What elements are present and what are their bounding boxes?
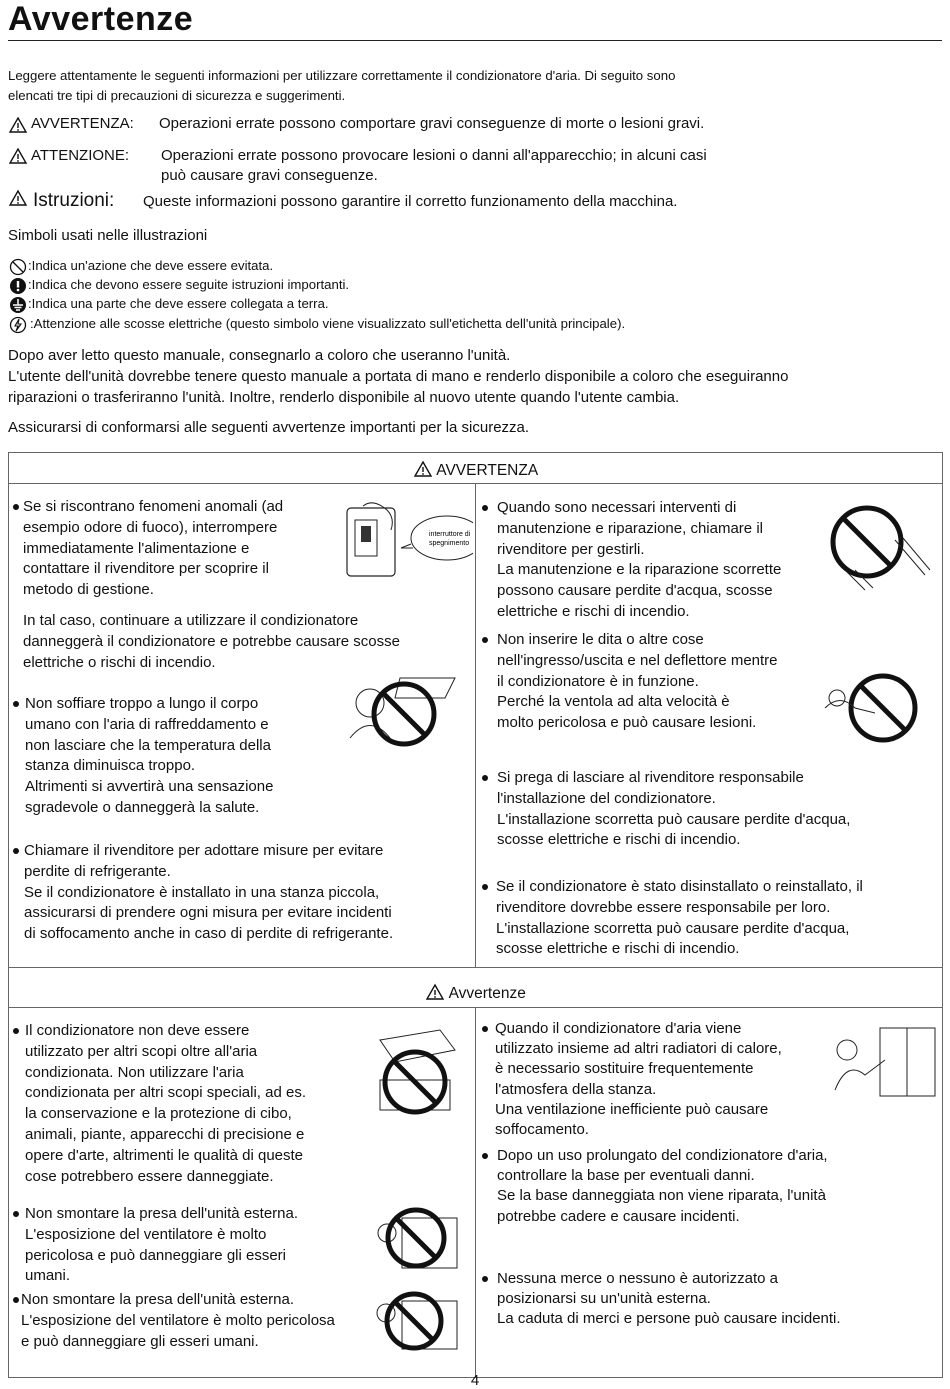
switch-illustration (343, 500, 473, 582)
caution-left-item-1-line: utilizzato per altri scopi oltre all'aria (25, 1042, 258, 1060)
warning-left-item-1-line: metodo di gestione. (23, 581, 154, 599)
title-rule (8, 40, 942, 41)
bullet-icon (482, 775, 488, 781)
prohibited-icon (9, 258, 27, 276)
bullet-icon (482, 1026, 488, 1032)
caution-left-item-2-line: umani. (25, 1267, 71, 1285)
warning-triangle-icon (8, 116, 28, 134)
warning-left-item-3-line: Non soffiare troppo a lungo il corpo (25, 695, 259, 712)
warning-section-header (8, 460, 943, 480)
caution-left-item-1-line: cose potrebbero essere danneggiate. (25, 1167, 274, 1185)
electric-shock-icon (9, 316, 27, 334)
caution-right-item-3-line: La caduta di merci e persone può causare incidenti. (497, 1310, 841, 1328)
warning-left-item-4-line: di soffocamento anche in caso di perdite di refrigerante. (24, 925, 394, 943)
no-disassemble-illustration (372, 1198, 462, 1283)
severity-instructions-label: Istruzioni: (33, 190, 115, 211)
caution-left-item-3-line: L'esposizione del ventilatore è molto pericolosa (21, 1311, 335, 1329)
column-divider (475, 1007, 476, 1377)
warning-left-item-3-line: Altrimenti si avvertirà una sensazione (25, 778, 274, 796)
warning-right-item-3-line: L'installazione scorretta può causare perdite d'acqua, (497, 810, 851, 828)
warning-right-item-3-line: Si prega di lasciare al rivenditore responsabile (497, 769, 804, 786)
caution-left-item-2-line: L'esposizione del ventilatore è molto (25, 1225, 267, 1243)
warning-left-item-1-line: immediatamente l'alimentazione e (23, 539, 250, 557)
caution-left-item-2-line: Non smontare la presa dell'unità esterna. (25, 1205, 299, 1222)
warning-left-item-2-line: elettriche o rischi di incendio. (23, 653, 216, 671)
warning-triangle-icon (425, 983, 445, 1001)
warning-left-item-2-line: In tal caso, continuare a utilizzare il condizionatore (23, 612, 359, 629)
para-keep-line2: riparazioni o trasferiranno l'unità. Inoltre, renderlo disponibile al nuovo utente quando l'utente cambia. (8, 389, 680, 406)
bullet-icon (13, 701, 19, 707)
caution-header-text: Avvertenze (448, 985, 526, 1002)
bullet-icon (482, 1276, 488, 1282)
warning-right-item-2-line: Perché la ventola ad alta velocità è (497, 693, 730, 711)
caution-right-item-3-line: posizionarsi su un'unità esterna. (497, 1290, 711, 1308)
warning-right-item-1-line: possono causare perdite d'acqua, scosse (497, 582, 773, 600)
page-title: Avvertenze (8, 0, 194, 38)
warning-right-item-1-line: La manutenzione e la riparazione scorrette (497, 561, 782, 579)
warning-right-item-1-line: Quando sono necessari interventi di (497, 499, 737, 516)
warning-right-item-1-line: rivenditore per gestirli. (497, 540, 645, 558)
caution-section-header (8, 983, 943, 1003)
caution-left-item-3-line: Non smontare la presa dell'unità esterna. (21, 1291, 295, 1308)
warning-left-item-4-line: Se il condizionatore è installato in una stanza piccola, (24, 883, 380, 901)
warning-left-item-1-line: contattare il rivenditore per scoprire il (23, 560, 269, 578)
caution-right-item-1-line: è necessario sostituire frequentemente (495, 1060, 754, 1078)
caution-left-item-3-line: e può danneggiare gli esseri umani. (21, 1332, 259, 1350)
switch-label-1: interruttore di (429, 531, 471, 538)
bullet-icon (13, 1297, 19, 1303)
no-special-use-illustration (370, 1020, 465, 1120)
caution-right-item-2-line: controllare la base per eventuali danni. (497, 1167, 755, 1185)
caution-left-item-1-line: la conservazione e la protezione di cibo, (25, 1105, 292, 1123)
severity-caution-text: Operazioni errate possono provocare lesioni o danni all'apparecchio; in alcuni casi (161, 147, 707, 164)
caution-left-item-1-line: condizionata. Non utilizzare l'aria (25, 1063, 244, 1081)
severity-warning-label: AVVERTENZA: (31, 115, 134, 132)
warning-left-item-2-line: danneggerà il condizionatore e potrebbe causare scosse (23, 632, 400, 650)
warning-right-item-2-line: nell'ingresso/uscita e nel deflettore mentre (497, 651, 778, 669)
warning-left-item-4-line: Chiamare il rivenditore per adottare misure per evitare (24, 842, 384, 859)
bullet-icon (482, 1153, 488, 1159)
no-repair-tools-illustration (825, 500, 935, 595)
warning-right-item-1-line: manutenzione e riparazione, chiamare il (497, 519, 763, 537)
warning-right-item-4-line: Se il condizionatore è stato disinstallato o reinstallato, il (496, 878, 863, 895)
caution-left-item-1-line: animali, piante, apparecchi di precisione e (25, 1126, 305, 1143)
caution-left-item-1-line: condizionata per altri scopi speciali, ad es. (25, 1084, 306, 1102)
caution-left-item-1-line: Il condizionatore non deve essere (25, 1022, 250, 1039)
warning-right-item-4-line: L'installazione scorretta può causare perdite d'acqua, (496, 919, 850, 937)
warning-triangle-icon (8, 189, 28, 207)
mandatory-icon (9, 277, 27, 295)
window-ventilation-illustration (825, 1020, 940, 1100)
warning-left-item-3-line: umano con l'aria di raffreddamento e (25, 715, 269, 733)
symbol-prohibited-text: :Indica un'azione che deve essere evitata. (28, 258, 274, 273)
symbol-shock-text: :Attenzione alle scosse elettriche (questo simbolo viene visualizzato sull'etichetta dell'unità principale). (30, 316, 626, 331)
cold-air-person-illustration (340, 668, 465, 758)
caution-right-item-1-line: Quando il condizionatore d'aria viene (495, 1020, 742, 1037)
column-divider (475, 483, 476, 967)
divider (8, 967, 943, 968)
warning-header-text: AVVERTENZA (436, 462, 539, 479)
warning-right-item-3-line: l'installazione del condizionatore. (497, 789, 716, 807)
symbol-ground-text: :Indica una parte che deve essere collegata a terra. (28, 296, 329, 311)
warning-left-item-3-line: non lasciare che la temperatura della (25, 736, 271, 754)
caution-right-item-1-line: l'atmosfera della stanza. (495, 1080, 657, 1098)
severity-instructions-text: Queste informazioni possono garantire il corretto funzionamento della macchina. (143, 193, 678, 210)
caution-right-item-3-line: Nessuna merce o nessuno è autorizzato a (497, 1270, 778, 1287)
caution-right-item-1-line: Una ventilazione inefficiente può causare (495, 1100, 769, 1118)
warning-left-item-3-line: stanza diminuisca troppo. (25, 757, 196, 775)
warning-left-item-1-line: esempio odore di fuoco), interrompere (23, 518, 278, 536)
switch-label-2: spegnimento (429, 540, 470, 547)
bullet-icon (13, 1211, 19, 1217)
warning-left-item-4-line: assicurarsi di prendere ogni misura per evitare incidenti (24, 904, 392, 922)
caution-right-item-2-line: Se la base danneggiata non viene riparata, l'unità (497, 1187, 826, 1205)
warning-left-item-3-line: sgradevole o danneggerà la salute. (25, 799, 260, 816)
no-disassemble-illustration-2 (372, 1283, 462, 1363)
warning-left-item-1-line: Se si riscontrano fenomeni anomali (ad (23, 498, 284, 515)
warning-right-item-4-line: scosse elettriche e rischi di incendio. (496, 940, 740, 958)
ground-icon (9, 296, 27, 314)
severity-caution-text-2: può causare gravi conseguenze. (161, 167, 378, 184)
warning-right-item-4-line: rivenditore dovrebbe essere responsabile per loro. (496, 898, 831, 916)
severity-warning-text: Operazioni errate possono comportare gravi conseguenze di morte o lesioni gravi. (159, 115, 705, 132)
page-number: 4 (470, 1372, 480, 1389)
para-keep-line1: L'utente dell'unità dovrebbe tenere questo manuale a portata di mano e renderlo disponibile a coloro che eseguiranno (8, 368, 789, 385)
warning-left-item-4-line: perdite di refrigerante. (24, 862, 171, 880)
caution-right-item-2-line: potrebbe cadere e causare incidenti. (497, 1207, 740, 1225)
caution-right-item-2-line: Dopo un uso prolungato del condizionatore d'aria, (497, 1147, 828, 1164)
intro-text: Leggere attentamente le seguenti informazioni per utilizzare correttamente il condizionatore d'aria. Di seguito sono elencati tre tipi di precauzioni di sicurezza e suggerimenti. (8, 68, 676, 103)
warning-triangle-icon (8, 147, 28, 165)
severity-caution-label: ATTENZIONE: (31, 147, 130, 164)
para-conform: Assicurarsi di conformarsi alle seguenti avvertenze importanti per la sicurezza. (8, 419, 530, 436)
caution-left-item-1-line: opere d'arte, altrimenti le qualità di queste (25, 1146, 304, 1164)
caution-right-item-1-line: soffocamento. (495, 1121, 589, 1138)
para-handover: Dopo aver letto questo manuale, consegnarlo a coloro che useranno l'unità. (8, 347, 511, 364)
bullet-icon (482, 884, 488, 890)
symbol-mandatory-text: :Indica che devono essere seguite istruzioni importanti. (28, 277, 350, 292)
warning-right-item-2-line: Non inserire le dita o altre cose (497, 631, 704, 648)
bullet-icon (13, 848, 19, 854)
warning-right-item-3-line: scosse elettriche e rischi di incendio. (497, 831, 741, 849)
caution-right-item-1-line: utilizzato insieme ad altri radiatori di calore, (495, 1040, 782, 1058)
bullet-icon (482, 505, 488, 511)
no-fingers-illustration (815, 668, 935, 758)
warning-triangle-icon (413, 460, 433, 478)
bullet-icon (13, 1028, 19, 1034)
warning-right-item-2-line: molto pericolosa e può causare lesioni. (497, 714, 757, 732)
warning-right-item-1-line: elettriche e rischi di incendio. (497, 603, 690, 620)
warning-right-item-2-line: il condizionatore è in funzione. (497, 672, 699, 690)
bullet-icon (482, 637, 488, 643)
bullet-icon (13, 504, 19, 510)
symbols-heading: Simboli usati nelle illustrazioni (8, 227, 208, 244)
caution-left-item-2-line: pericolosa e può danneggiare gli esseri (25, 1246, 287, 1264)
